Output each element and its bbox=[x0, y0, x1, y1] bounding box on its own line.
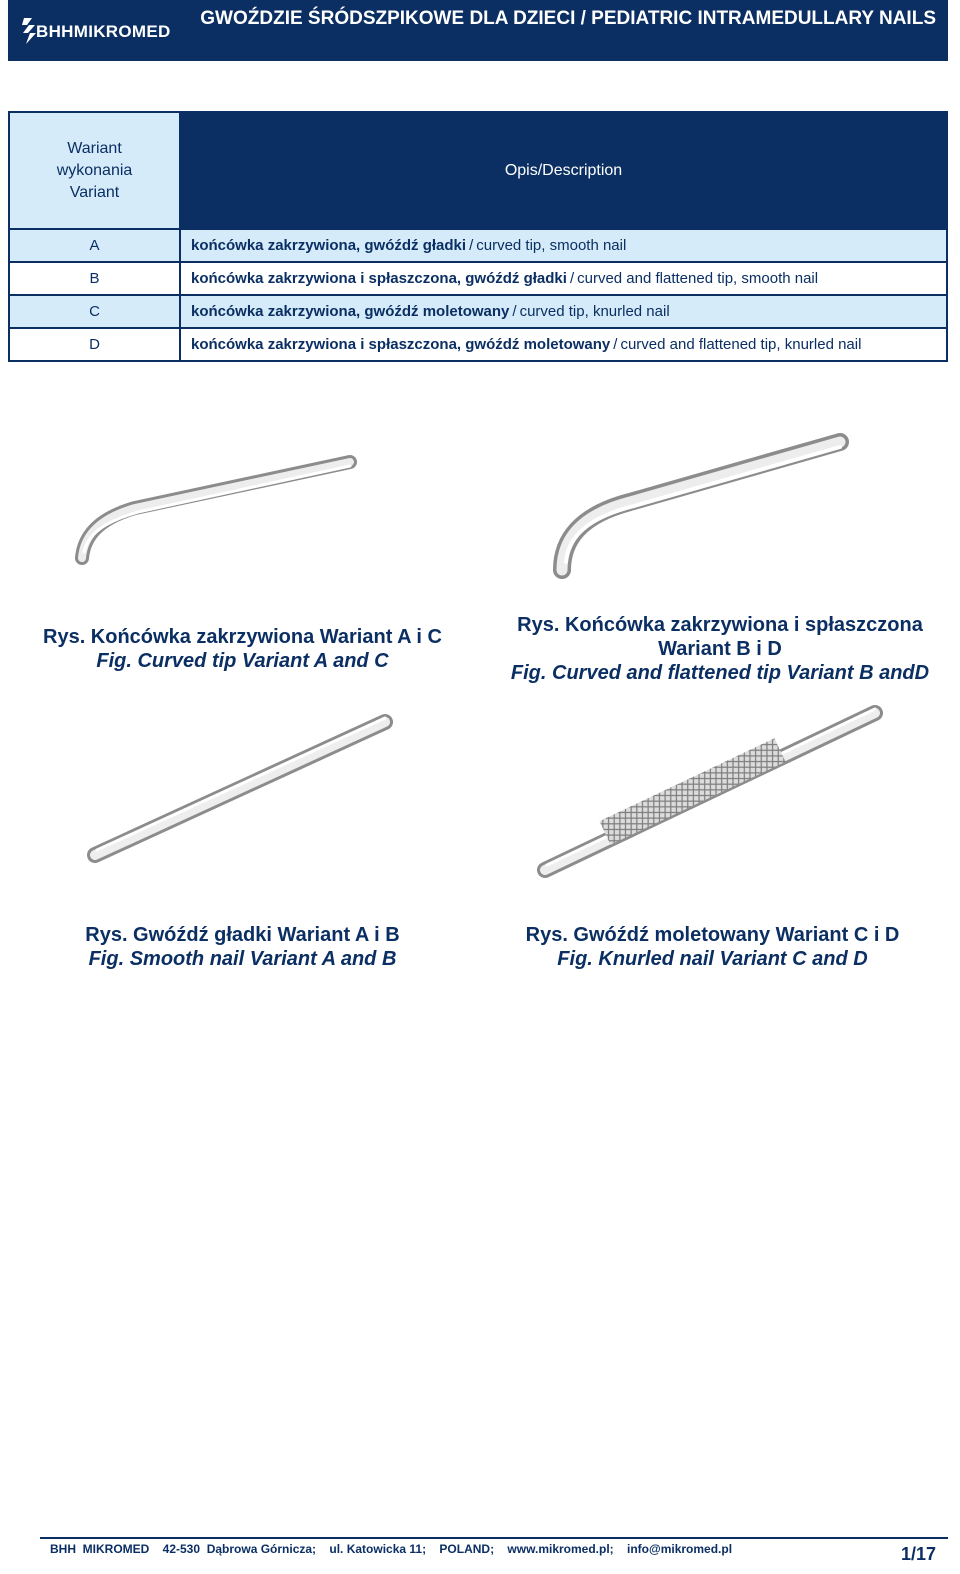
table-row bbox=[9, 295, 947, 328]
knurled-nail-image bbox=[535, 705, 885, 880]
variant-column-header bbox=[9, 112, 180, 229]
logo-text: BHHMIKROMED bbox=[36, 22, 171, 41]
page-header bbox=[8, 0, 948, 61]
caption-pl: Rys. Końcówka zakrzywiona Wariant A i C bbox=[43, 626, 442, 648]
variant-description bbox=[180, 295, 947, 328]
variant-description bbox=[180, 229, 947, 262]
variant-letter: D bbox=[9, 328, 180, 361]
description-en: curved and flattened tip, smooth nail bbox=[577, 270, 819, 287]
caption-pl: Rys. Końcówka zakrzywiona i spłaszczona Wariant B i D bbox=[517, 614, 923, 660]
table-row bbox=[9, 262, 947, 295]
variant-header-line3: Variant bbox=[69, 183, 120, 201]
page-title: GWOŹDZIE ŚRÓDSZPIKOWE DLA DZIECI / PEDIATRIC INTRAMEDULLARY NAILS bbox=[200, 8, 936, 29]
variant-description bbox=[180, 262, 947, 295]
curved-tip-image bbox=[60, 440, 380, 580]
figure-caption bbox=[490, 613, 950, 685]
variants-table bbox=[8, 111, 948, 362]
description-pl: końcówka zakrzywiona i spłaszczona, gwóźdź gładki bbox=[191, 270, 567, 287]
description-en: curved tip, knurled nail bbox=[519, 303, 670, 320]
footer-contact: BHH MIKROMED 42-530 Dąbrowa Górnicza; ul. Katowicka 11; POLAND; www.mikromed.pl; info@mikromed.pl bbox=[50, 1542, 733, 1556]
figure-caption bbox=[490, 923, 935, 971]
footer-divider bbox=[40, 1537, 948, 1539]
variant-letter: B bbox=[9, 262, 180, 295]
caption-en: Fig. Curved tip Variant A and C bbox=[96, 650, 389, 672]
description-pl: końcówka zakrzywiona, gwóźdź moletowany bbox=[191, 303, 510, 320]
smooth-nail-image bbox=[85, 710, 395, 870]
caption-en: Fig. Knurled nail Variant C and D bbox=[557, 948, 868, 970]
table-row bbox=[9, 328, 947, 361]
description-pl: końcówka zakrzywiona i spłaszczona, gwóźdź moletowany bbox=[191, 336, 611, 353]
description-en: curved tip, smooth nail bbox=[476, 237, 627, 254]
caption-en: Fig. Curved and flattened tip Variant B andD bbox=[510, 662, 930, 684]
page-number: 1/17 bbox=[900, 1544, 936, 1564]
variant-header-line2: wykonania bbox=[56, 161, 133, 179]
variant-letter: C bbox=[9, 295, 180, 328]
table-row bbox=[9, 229, 947, 262]
description-separator: / bbox=[569, 270, 575, 287]
description-column-header: Opis/Description bbox=[180, 112, 947, 229]
figure-caption bbox=[20, 923, 465, 971]
variant-header-line1: Wariant bbox=[67, 139, 122, 157]
description-separator: / bbox=[469, 237, 474, 254]
variant-description bbox=[180, 328, 947, 361]
variant-letter: A bbox=[9, 229, 180, 262]
description-separator: / bbox=[613, 336, 618, 353]
caption-pl: Rys. Gwóźdź gładki Wariant A i B bbox=[85, 924, 400, 946]
description-separator: / bbox=[512, 303, 517, 320]
caption-en: Fig. Smooth nail Variant A and B bbox=[88, 948, 397, 970]
curved-flattened-tip-image bbox=[540, 430, 860, 590]
caption-pl: Rys. Gwóźdź moletowany Wariant C i D bbox=[525, 924, 900, 946]
figure-caption bbox=[20, 625, 465, 673]
description-en: curved and flattened tip, knurled nail bbox=[620, 336, 862, 353]
description-pl: końcówka zakrzywiona, gwóźdź gładki bbox=[191, 237, 467, 254]
